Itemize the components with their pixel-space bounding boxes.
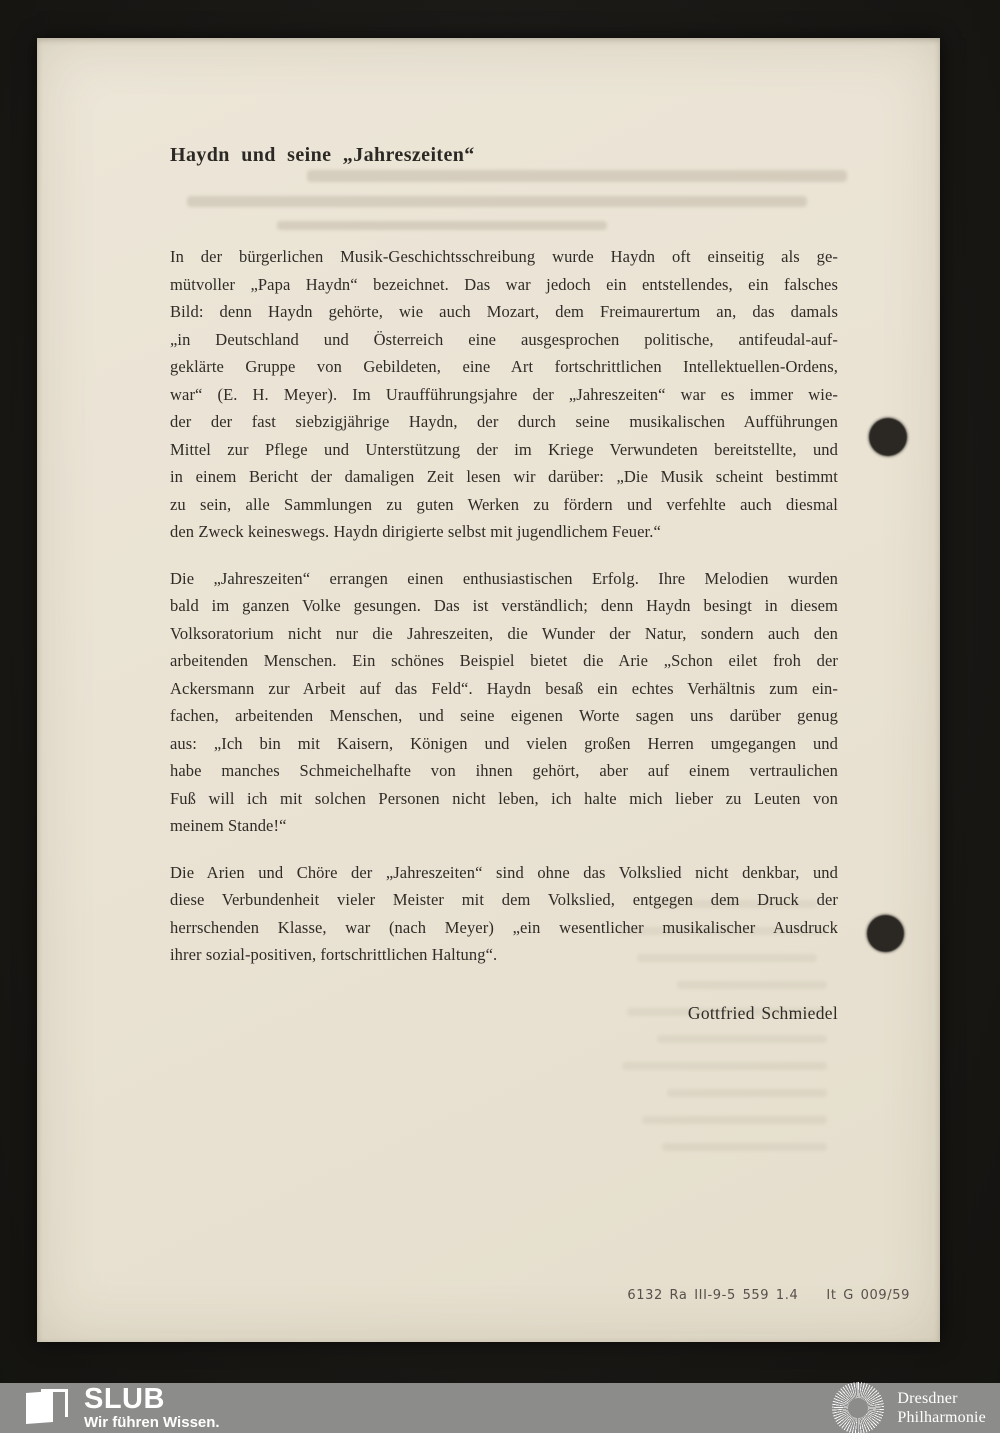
paragraph [170,565,838,840]
text-line: Mittel zur Pflege und Unterstützung der im Kriege Verwundeten bereitstellte, und [170,439,838,459]
partner-name [897,1389,986,1427]
footer-bar [0,1383,1000,1433]
partner-name-line2: Philharmonie [897,1409,986,1426]
text-line: geklärte Gruppe von Gebildeten, eine Art fortschrittlichen Intellektuellen-Ordens, [170,357,838,376]
text-line: In der bürgerlichen Musik-Geschichtsschreibung wurde Haydn oft einseitig als ge- [170,247,838,266]
text-line: „in Deutschland und Österreich eine ausgesprochen politische, antifeudal-auf- [170,329,838,349]
slub-tagline: Wir führen Wissen. [84,1414,220,1431]
paragraph [170,859,838,969]
slub-logo-text: SLUB [84,1383,165,1415]
punch-hole-bottom [867,915,904,952]
paragraph [170,243,838,546]
text-line: Volksoratorium nicht nur die Jahreszeiten, die Wunder der Natur, sondern auch den [170,623,838,643]
text-line: in einem Bericht der damaligen Zeit lesen wir darüber: „Die Musik scheint bestimmt [170,467,838,486]
text-line: zu sein, alle Sammlungen zu guten Werken zu fördern und verfehlte auch diesmal [170,494,838,514]
text-line: arbeitenden Menschen. Ein schönes Beispiel bietet die Arie „Schon eilet froh der [170,651,838,670]
partner-branding [832,1383,986,1433]
text-line: Ackersmann zur Arbeit auf das Feld“. Haydn besaß ein echtes Verhältnis zum ein- [170,678,838,698]
text-line: den Zweck keineswegs. Haydn dirigierte selbst mit jugendlichem Feuer.“ [170,522,661,541]
scanned-page [37,38,940,1342]
author-signature: Gottfried Schmiedel [687,1003,838,1023]
text-line: war“ (E. H. Meyer). Im Uraufführungsjahre der „Jahreszeiten“ war es immer wie- [170,384,838,404]
text-line: Die Arien und Chöre der „Jahreszeiten“ sind ohne das Volkslied nicht denkbar, und [170,862,838,882]
sunburst-icon [832,1382,884,1433]
book-icon [26,1389,70,1425]
text-line: aus: „Ich bin mit Kaisern, Königen und vielen großen Herren umgegangen und [170,733,838,753]
slub-branding [26,1385,220,1431]
text-line: bald im ganzen Volke gesungen. Das ist verständlich; denn Haydn besingt in diesem [170,596,838,615]
print-code-catalog: 6132 Ra III-9-5 559 1.4 [627,1288,799,1303]
text-line: herrschenden Klasse, war (nach Meyer) „ein wesentlicher musikalischer Ausdruck [170,917,838,937]
text-line: Fuß will ich mit solchen Personen nicht leben, ich halte mich lieber zu Leuten von [170,788,838,808]
print-code-license: It G 009/59 [826,1288,910,1303]
print-code [627,1288,910,1303]
text-line: diese Verbundenheit vieler Meister mit dem Volkslied, entgegen dem Druck der [170,890,838,909]
text-line: Bild: denn Haydn gehörte, wie auch Mozart, dem Freimaurertum an, das damals [170,302,838,321]
text-line: fachen, arbeitenden Menschen, und seine eigenen Worte sagen uns darüber genug [170,706,838,725]
text-line: mütvoller „Papa Haydn“ bezeichnet. Das war jedoch ein entstellendes, ein falsches [170,274,838,294]
partner-name-line1: Dresdner [897,1390,958,1407]
text-line: ihrer sozial-positiven, fortschrittlichen Haltung“. [170,945,498,964]
document-body [170,243,838,969]
punch-hole-top [869,418,907,456]
text-line: der der fast siebzigjährige Haydn, der durch seine musikalischen Aufführungen [170,412,838,431]
text-line: meinem Stande!“ [170,816,287,835]
text-line: habe manches Schmeichelhafte von ihnen gehört, aber auf einem vertraulichen [170,761,838,780]
page-title: Haydn und seine „Jahreszeiten“ [170,144,475,166]
text-line: Die „Jahreszeiten“ errangen einen enthusiastischen Erfolg. Ihre Melodien wurden [170,568,838,588]
